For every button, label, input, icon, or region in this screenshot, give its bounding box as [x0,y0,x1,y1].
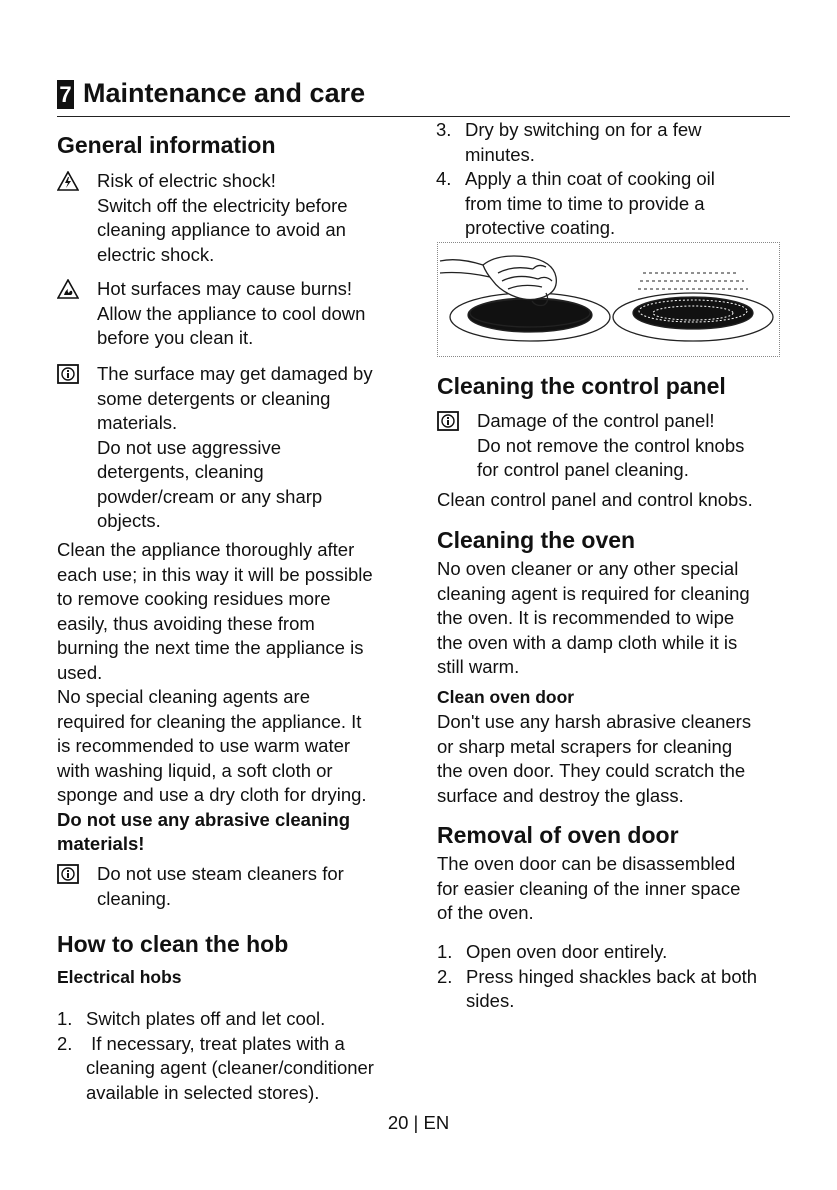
list-item: 2. If necessary, treat plates with a cleaning agent (cleaner/conditioner available in selected stores). [57,1032,374,1103]
surface-damage-info: The surface may get damaged by some detergents or cleaning materials. Do not use aggressive detergents, cleaning powder/cream or any sharp objects. [57,362,407,534]
chapter-title: Maintenance and care [83,78,366,108]
warning-icon [57,171,79,191]
list-item: 4. Apply a thin coat of cooking oil from time to time to provide a protective coating. [436,168,715,238]
door-removal-paragraph: The oven door can be disassembled for easier cleaning of the inner space of the oven. [437,853,741,923]
electrical-hobs-subheading: Electrical hobs [57,967,182,987]
control-panel-paragraph: Clean control panel and control knobs. [437,489,753,510]
oven-door-paragraph: Don't use any harsh abrasive cleaners or sharp metal scrapers for cleaning the oven door. They could scratch the surface and destroy the glass. [437,711,752,806]
oven-cleaning-paragraph: No oven cleaner or any other special cleaning agent is required for cleaning the oven. It is recommended to wipe the oven with a damp cloth while it is still warm. [437,558,750,677]
info-icon [57,364,79,384]
abrasive-warning: Do not use any abrasive cleaning [57,808,351,830]
general-information-heading: General information [57,132,276,158]
list-item: 3. Dry by switching on for a few minutes. [436,119,702,165]
list-item: 2. Press hinged shackles back at both sides. [437,965,758,1011]
control-panel-damage-info: Damage of the control panel! Do not remove the control knobs for control panel cleaning. [437,409,787,483]
door-removal-steps [437,940,797,1014]
general-cleaning-paragraph: Clean the appliance thoroughly after each use; in this way it will be possible to remove cooking residues more easily, thus avoiding these from burning the next time the appliance is used. No special cleaning agents are required for cleaning the appliance. It is recommended to use warm water with washing liquid, a soft cloth or sponge and use a dry cloth for drying. Do not use any abrasive cleaning materials! [57,538,407,857]
info-icon [437,411,459,431]
warning-icon [57,279,79,299]
info-icon [57,864,79,884]
hob-steps-continued [436,118,786,241]
hob-plate-wiping-drawing [440,256,610,341]
list-item: 1. Switch plates off and let cool. [57,1008,326,1029]
oven-cleaning-heading: Cleaning the oven [437,527,636,553]
hob-cleaning-illustration [437,242,780,357]
steam-cleaner-info: Do not use steam cleaners for cleaning. [57,862,407,911]
door-removal-heading: Removal of oven door [437,822,679,848]
hot-surface-warning: Hot surfaces may cause burns! Allow the appliance to cool down before you clean it. [57,277,407,351]
hob-steps-list [57,1007,407,1105]
chapter-number-badge: 7 [57,80,74,109]
control-panel-heading: Cleaning the control panel [437,373,726,399]
hob-cleaning-heading: How to clean the hob [57,931,289,957]
electric-shock-warning: Risk of electric shock! Switch off the electricity before cleaning appliance to avoid an electric shock. [57,169,407,267]
clean-oven-door-subheading: Clean oven door [437,687,575,707]
header-rule [57,116,790,117]
list-item: 1. Open oven door entirely. [437,941,668,962]
page-number: 20 | EN [387,1112,450,1133]
hob-plate-oiled-drawing [613,273,773,341]
